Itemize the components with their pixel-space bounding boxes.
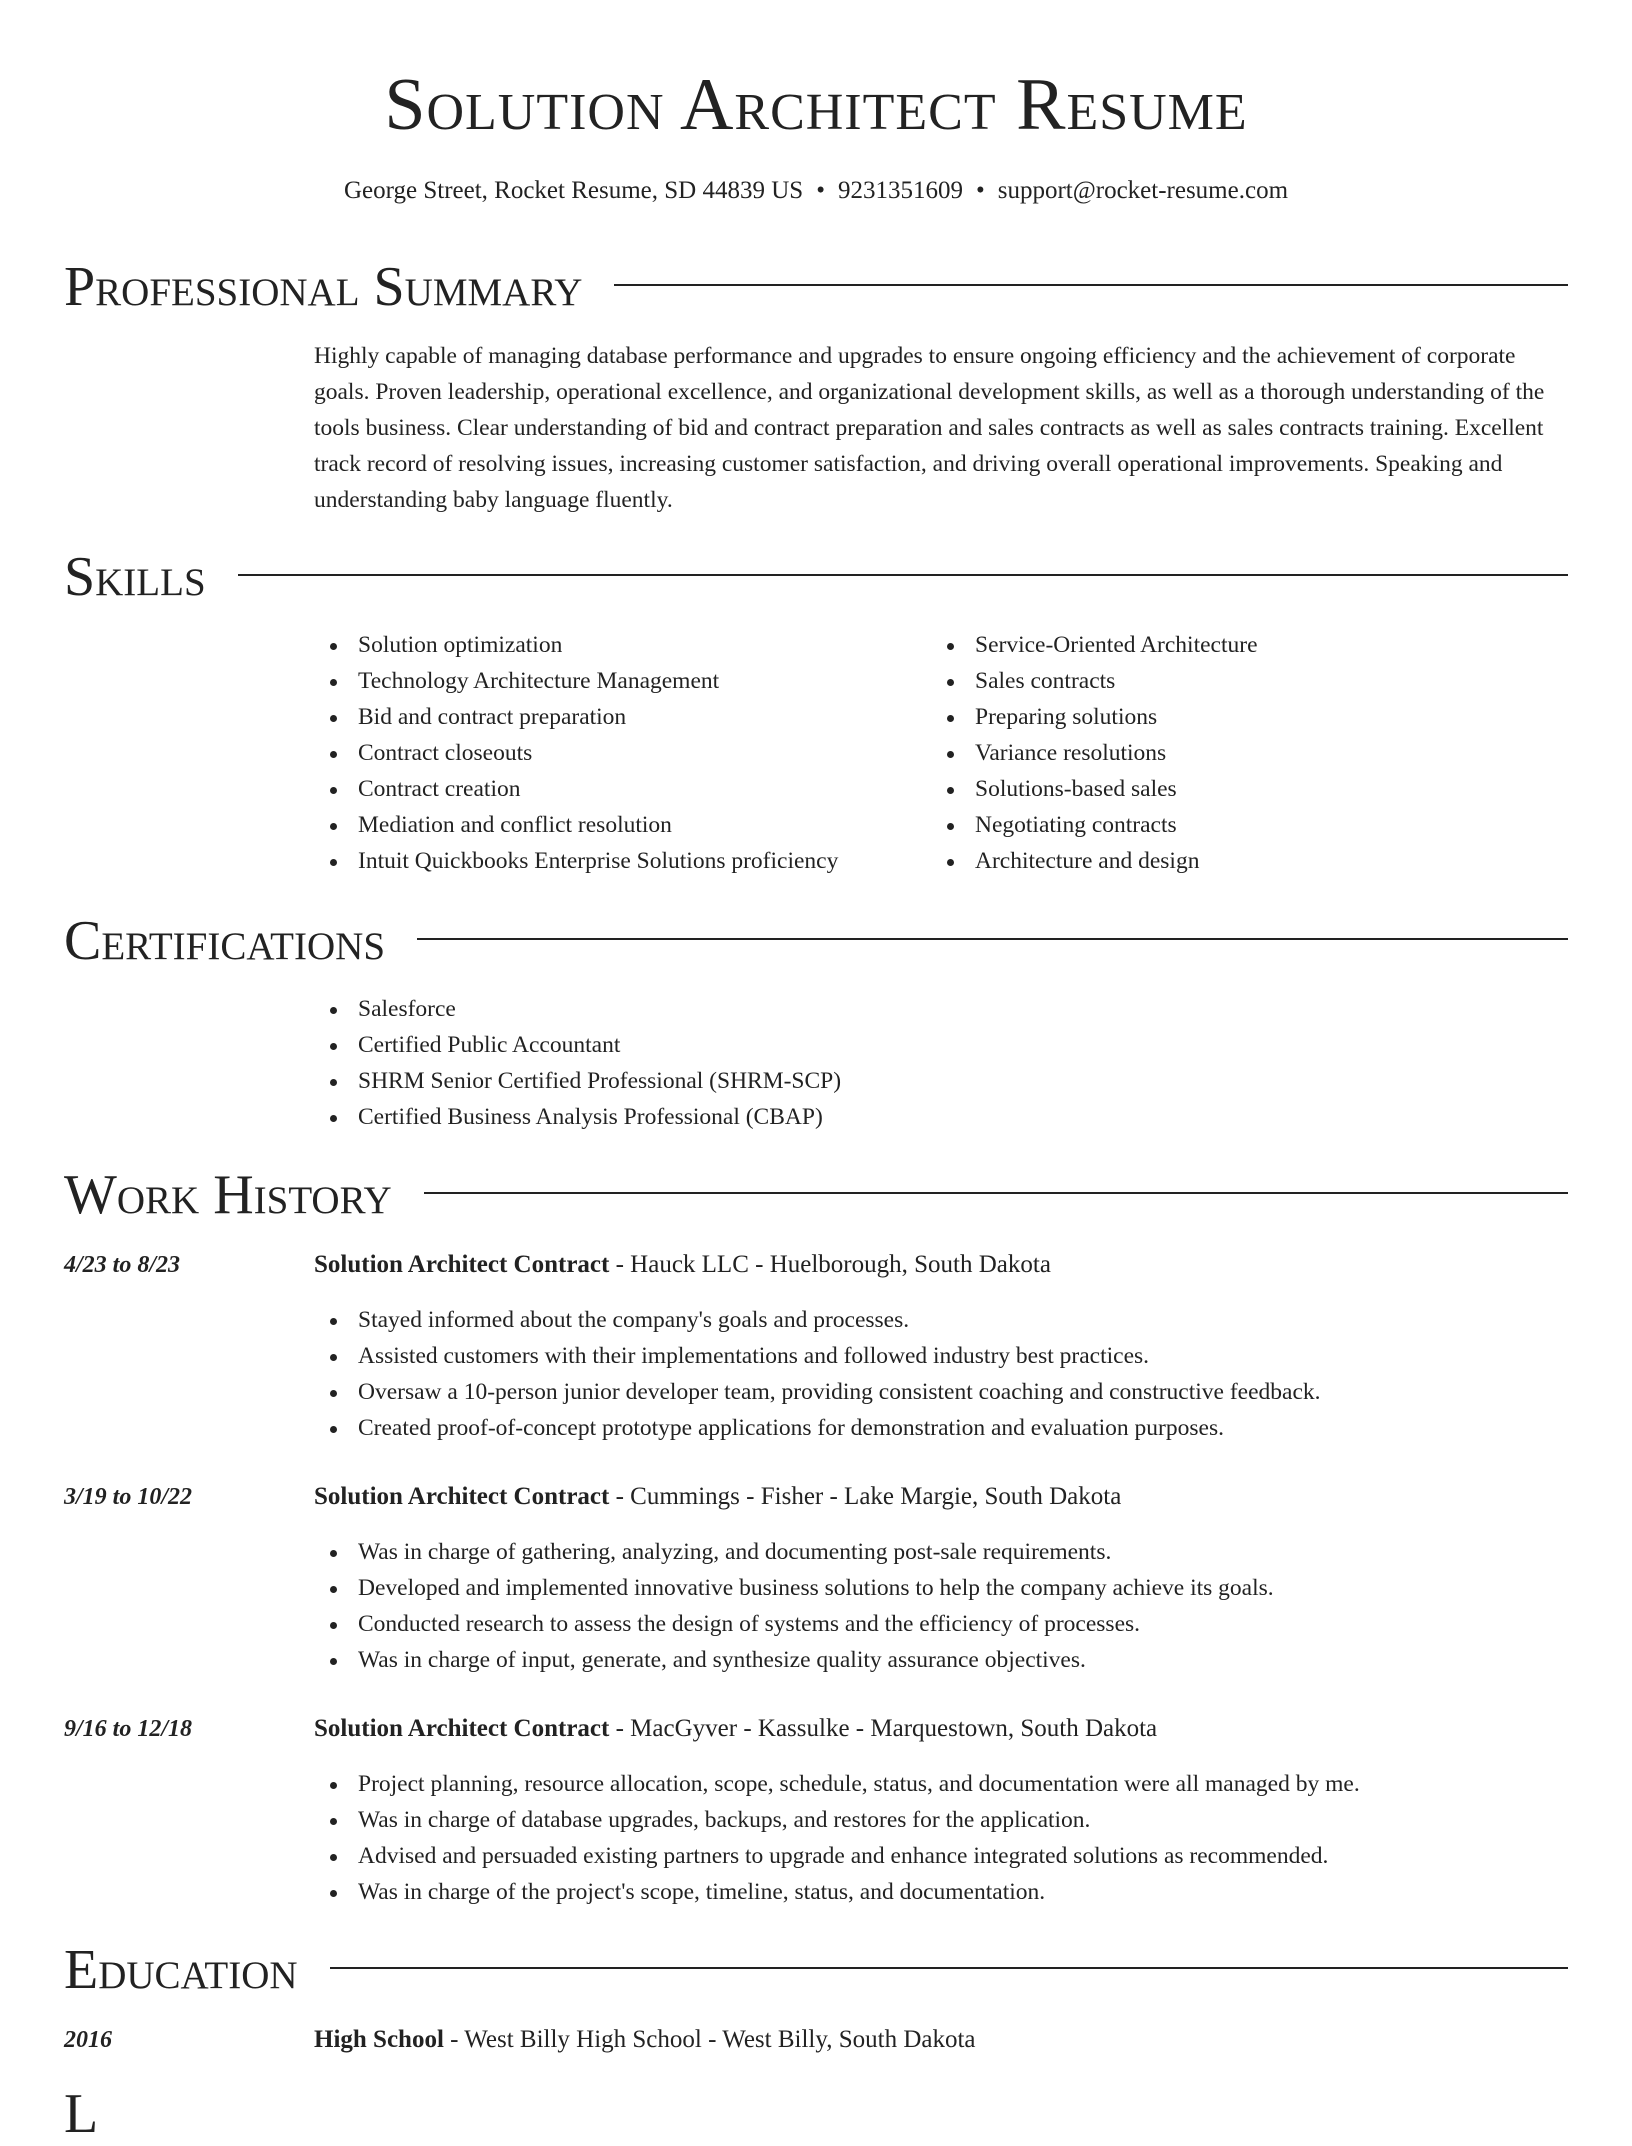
job-details: - Cummings - Fisher - Lake Margie, South Dakota xyxy=(609,1483,1122,1510)
skill-item: Solution optimization xyxy=(314,627,838,663)
section-title-partial-text: L xyxy=(64,2083,99,2145)
skills-column-right xyxy=(931,627,1258,879)
job-heading xyxy=(314,1711,1157,1747)
job-bullet: Conducted research to assess the design of systems and the efficiency of processes. xyxy=(314,1606,1274,1642)
job-bullet: Stayed informed about the company's goals and processes. xyxy=(314,1302,1321,1338)
job-bullet: Was in charge of gathering, analyzing, and documenting post-sale requirements. xyxy=(314,1534,1274,1570)
section-header-summary xyxy=(64,255,1568,319)
skill-item: Variance resolutions xyxy=(931,735,1258,771)
section-title-skills: Skills xyxy=(64,546,206,608)
job-dates: 3/19 to 10/22 xyxy=(64,1484,193,1510)
job-bullet: Assisted customers with their implementations and followed industry best practices. xyxy=(314,1338,1321,1374)
job-bullet: Developed and implemented innovative business solutions to help the company achieve its goals. xyxy=(314,1570,1274,1606)
section-header-work-history xyxy=(64,1163,1568,1227)
contact-phone: 9231351609 xyxy=(837,177,963,204)
resume-title: Solution Architect Resume xyxy=(384,64,1248,146)
section-title-education: Education xyxy=(64,1939,298,2001)
section-title-work-history: Work History xyxy=(64,1164,392,1226)
section-title-summary: Professional Summary xyxy=(64,256,583,318)
skills-column-left xyxy=(314,627,838,879)
contact-email: support@rocket-resume.com xyxy=(997,177,1289,204)
job-role: Solution Architect Contract xyxy=(314,1251,610,1278)
contact-separator: • xyxy=(816,177,825,204)
job-bullet: Was in charge of input, generate, and synthesize quality assurance objectives. xyxy=(314,1642,1274,1678)
contact-address: George Street, Rocket Resume, SD 44839 US xyxy=(343,177,804,204)
section-divider xyxy=(424,1192,1568,1194)
education-degree: High School xyxy=(314,2026,444,2053)
skill-item: Solutions-based sales xyxy=(931,771,1258,807)
certification-item: SHRM Senior Certified Professional (SHRM-SCP) xyxy=(314,1063,841,1099)
skill-item: Technology Architecture Management xyxy=(314,663,838,699)
contact-line xyxy=(0,174,1632,208)
skill-item: Preparing solutions xyxy=(931,699,1258,735)
skill-item: Mediation and conflict resolution xyxy=(314,807,838,843)
certification-item: Salesforce xyxy=(314,991,841,1027)
job-dates: 9/16 to 12/18 xyxy=(64,1716,193,1742)
job-details: - MacGyver - Kassulke - Marquestown, South Dakota xyxy=(609,1715,1158,1742)
skill-item: Intuit Quickbooks Enterprise Solutions proficiency xyxy=(314,843,838,879)
job-bullets xyxy=(314,1302,1321,1446)
job-role: Solution Architect Contract xyxy=(314,1715,610,1742)
job-role: Solution Architect Contract xyxy=(314,1483,610,1510)
certification-item: Certified Public Accountant xyxy=(314,1027,841,1063)
section-title-partial xyxy=(64,2082,264,2145)
job-bullets xyxy=(314,1766,1360,1910)
skill-item: Bid and contract preparation xyxy=(314,699,838,735)
job-heading xyxy=(314,1479,1121,1515)
job-bullet: Was in charge of database upgrades, backups, and restores for the application. xyxy=(314,1802,1360,1838)
job-heading xyxy=(314,1247,1051,1283)
section-header-certifications xyxy=(64,909,1568,973)
section-divider xyxy=(614,284,1568,286)
skill-item: Contract creation xyxy=(314,771,838,807)
section-divider xyxy=(238,574,1568,576)
job-bullet: Created proof-of-concept prototype applications for demonstration and evaluation purposes. xyxy=(314,1410,1321,1446)
education-heading xyxy=(314,2022,976,2058)
skill-item: Sales contracts xyxy=(931,663,1258,699)
skill-item: Contract closeouts xyxy=(314,735,838,771)
job-bullet: Advised and persuaded existing partners to upgrade and enhance integrated solutions as recommended. xyxy=(314,1838,1360,1874)
section-divider xyxy=(417,938,1568,940)
certification-item: Certified Business Analysis Professional (CBAP) xyxy=(314,1099,841,1135)
section-header-education xyxy=(64,1938,1568,2002)
skill-item: Architecture and design xyxy=(931,843,1258,879)
job-bullet: Oversaw a 10-person junior developer team, providing consistent coaching and constructive feedback. xyxy=(314,1374,1321,1410)
job-bullet: Was in charge of the project's scope, timeline, status, and documentation. xyxy=(314,1874,1360,1910)
section-divider xyxy=(330,1967,1568,1969)
section-title-certifications: Certifications xyxy=(64,910,386,972)
job-details: - Hauck LLC - Huelborough, South Dakota xyxy=(609,1251,1051,1278)
job-bullets xyxy=(314,1534,1274,1678)
job-bullet: Project planning, resource allocation, scope, schedule, status, and documentation were all managed by me. xyxy=(314,1766,1360,1802)
education-details: - West Billy High School - West Billy, South Dakota xyxy=(443,2026,976,2053)
contact-separator: • xyxy=(975,177,985,204)
job-dates: 4/23 to 8/23 xyxy=(64,1252,181,1278)
certifications-list xyxy=(314,991,841,1135)
skill-item: Negotiating contracts xyxy=(931,807,1258,843)
section-header-skills xyxy=(64,545,1568,609)
education-year: 2016 xyxy=(64,2027,112,2053)
skill-item: Service-Oriented Architecture xyxy=(931,627,1258,663)
summary-text: Highly capable of managing database performance and upgrades to ensure ongoing efficiency and the achievement of corporate goals. Proven leadership, operational excellence, and organizational development skills, as well as a thorough understanding of the tools business. Clear understanding of bid and contract preparation and sales contracts as well as sales contracts training. Excellent track record of resolving issues, increasing customer satisfaction, and driving overall operational improvements. Speaking and understanding baby language fluently. xyxy=(314,343,1545,513)
